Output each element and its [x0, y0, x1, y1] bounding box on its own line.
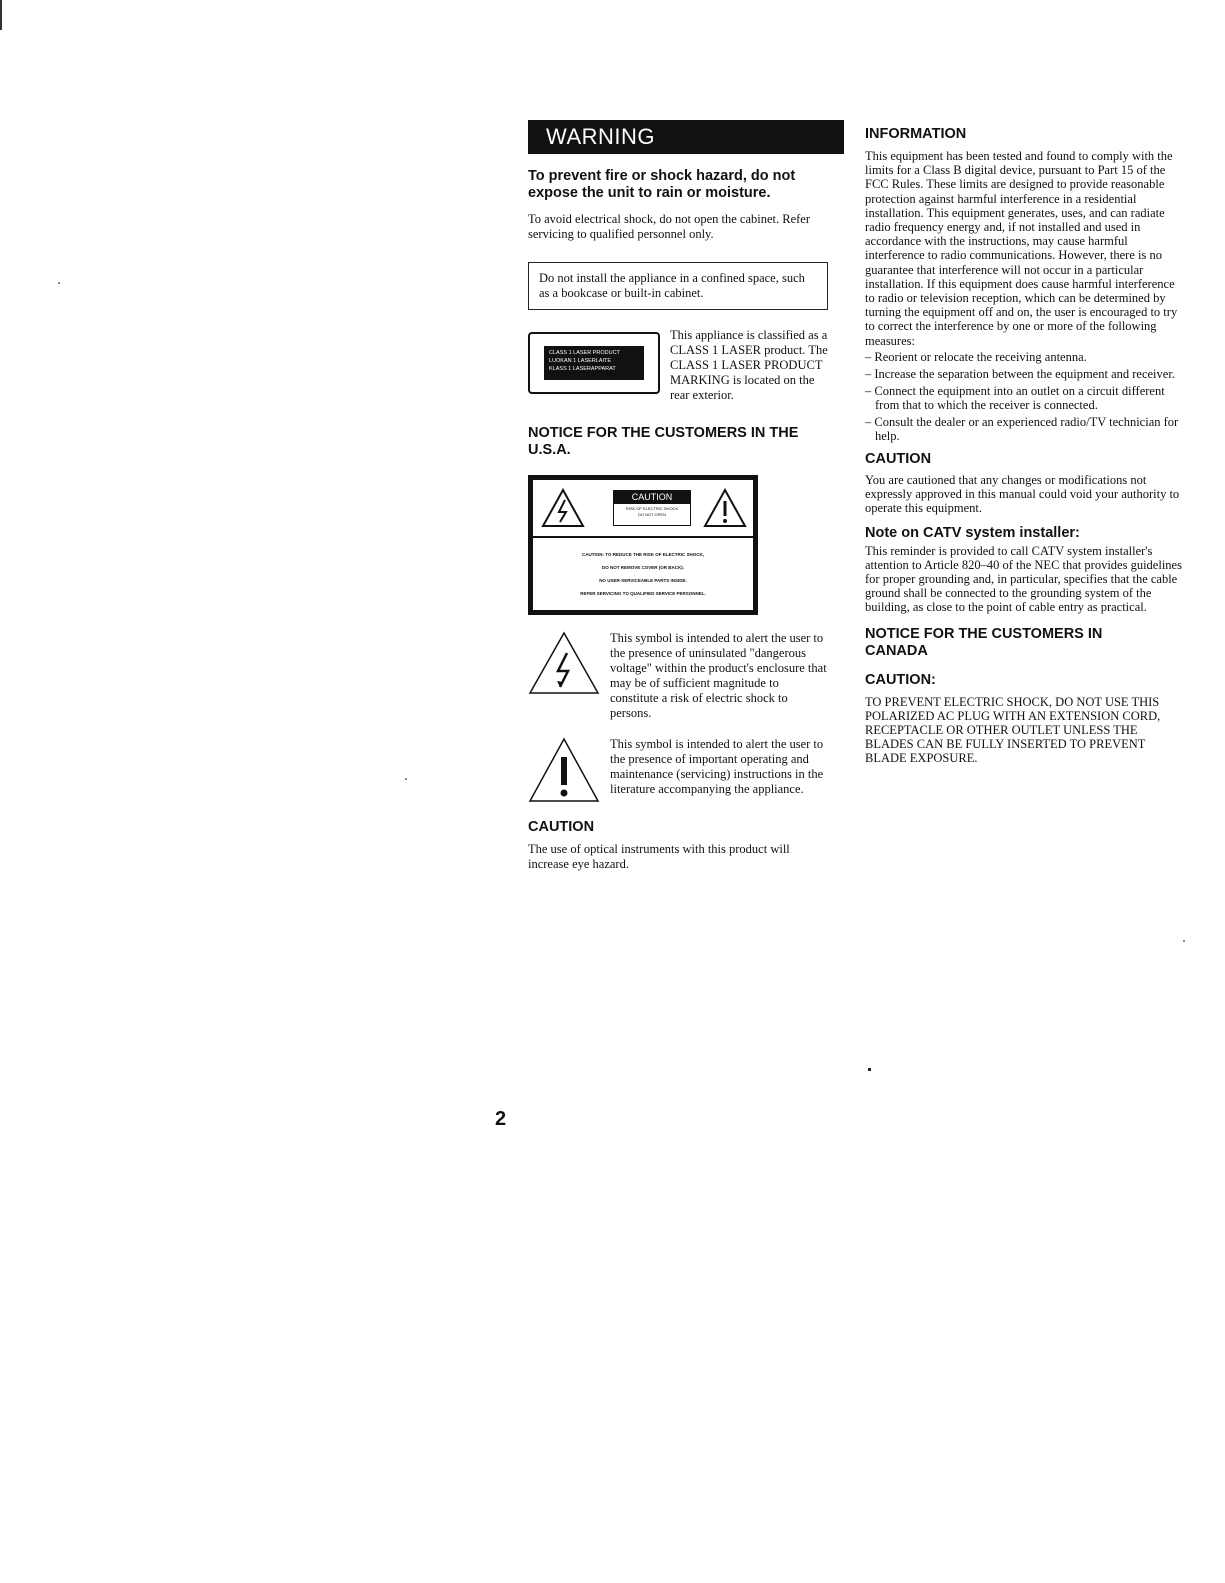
- caution-label-text: CAUTION: TO REDUCE THE RISK OF ELECTRIC SHOCK, DO NOT REMOVE COVER (OR BACK). NO USER-SERVICEABLE PARTS INSIDE. REFER SERVICING TO QUALIFIED SERVICE PERSONNEL.: [580, 552, 706, 596]
- catv-heading: Note on CATV system installer:: [865, 524, 1080, 541]
- exclamation-symbol-section: [528, 737, 848, 803]
- scan-edge-mark: [0, 0, 2, 30]
- voltage-symbol-text: This symbol is intended to alert the user to the presence of uninsulated "dangerous voltage" within the product's enclosure that may be of sufficient magnitude to constitute a risk of electric shock to persons.: [610, 631, 827, 720]
- laser-class-text: This appliance is classified as a CLASS 1 LASER product. The CLASS 1 LASER PRODUCT MARKING is located on the rear exterior.: [670, 328, 828, 402]
- list-item: – Reorient or relocate the receiving antenna.: [865, 349, 1087, 364]
- caution-heading-left: CAUTION: [528, 819, 595, 835]
- exclamation-symbol-text: This symbol is intended to alert the user to the presence of important operating and maintenance (servicing) instructions in the literature accompanying the appliance.: [610, 737, 824, 796]
- information-heading: INFORMATION: [865, 126, 967, 142]
- scan-speck: [58, 282, 60, 284]
- canada-notice-heading: NOTICE FOR THE CUSTOMERS IN CANADA: [865, 625, 1103, 659]
- canada-caution-heading: CAUTION:: [865, 671, 936, 688]
- usa-notice-heading: NOTICE FOR THE CUSTOMERS IN THE U.S.A.: [528, 425, 799, 458]
- list-item: – Consult the dealer or an experienced radio/TV technician for help.: [865, 414, 1179, 443]
- scan-speck: [868, 1068, 871, 1071]
- right-column: [865, 126, 1183, 765]
- laser-section: [528, 328, 848, 403]
- laser-label-line: LUOKAN 1 LASERLAITE: [549, 358, 612, 364]
- measures-list: [865, 350, 1183, 443]
- voltage-symbol-section: [528, 631, 848, 721]
- lightning-warning-icon: [541, 488, 585, 528]
- caution-heading-right: CAUTION: [865, 450, 932, 467]
- catv-text: This reminder is provided to call CATV system installer's attention to Article 820–40 of the NEC that provides guidelines for proper grounding and, in particular, specifies that the cable ground shall be connected to the grounding system of the building, as close to the point of cable entry as practical.: [865, 543, 1182, 614]
- shock-text: To avoid electrical shock, do not open the cabinet. Refer servicing to qualified personnel only.: [528, 212, 811, 241]
- fire-hazard-heading: To prevent fire or shock hazard, do not expose the unit to rain or moisture.: [528, 168, 796, 201]
- scan-speck: [405, 778, 407, 780]
- exclamation-warning-icon: [703, 488, 747, 528]
- caution-label-graphic: [528, 475, 758, 615]
- lightning-triangle-icon: [528, 631, 600, 695]
- exclamation-triangle-icon: [528, 737, 600, 803]
- warning-banner: WARNING: [528, 120, 844, 154]
- caution-text-left: The use of optical instruments with this product will increase eye hazard.: [528, 842, 790, 871]
- laser-label-line: KLASS 1 LASERAPPARAT: [549, 366, 616, 372]
- laser-product-label: [528, 332, 660, 394]
- scan-speck: [1183, 940, 1185, 942]
- canada-caution-text: TO PREVENT ELECTRIC SHOCK, DO NOT USE THIS POLARIZED AC PLUG WITH AN EXTENSION CORD, RECEPTACLE OR OTHER OUTLET UNLESS THE BLADES CAN BE FULLY INSERTED TO PREVENT BLADE EXPOSURE.: [865, 694, 1161, 765]
- list-item: – Connect the equipment into an outlet on a circuit different from that to which the receiver is connected.: [865, 383, 1165, 412]
- list-item: – Increase the separation between the equipment and receiver.: [865, 366, 1175, 381]
- install-notice-box: Do not install the appliance in a confined space, such as a bookcase or built-in cabinet.: [528, 262, 828, 310]
- caution-text-right: You are cautioned that any changes or modifications not expressly approved in this manual could void your authority to operate this equipment.: [865, 472, 1180, 515]
- information-text: This equipment has been tested and found to comply with the limits for a Class B digital device, pursuant to Part 15 of the FCC Rules. These limits are designed to provide reasonable protection against harmful interference in a residential installation. This equipment generates, uses, and can radiate radio frequency energy and, if not installed and used in accordance with the instructions, may cause harmful interference to radio communications. However, there is no guarantee that interference will not occur in a particular installation. If this equipment does cause harmful interference to radio or television reception, which can be determined by turning the equipment off and on, the user is encouraged to try to correct the interference by one or more of the following measures:: [865, 149, 1178, 348]
- left-column: [528, 120, 848, 872]
- caution-badge: CAUTION RISK OF ELECTRIC SHOCK DO NOT OPEN: [613, 490, 691, 526]
- laser-label-line: CLASS 1 LASER PRODUCT: [549, 350, 620, 356]
- page-number: 2: [495, 1108, 507, 1130]
